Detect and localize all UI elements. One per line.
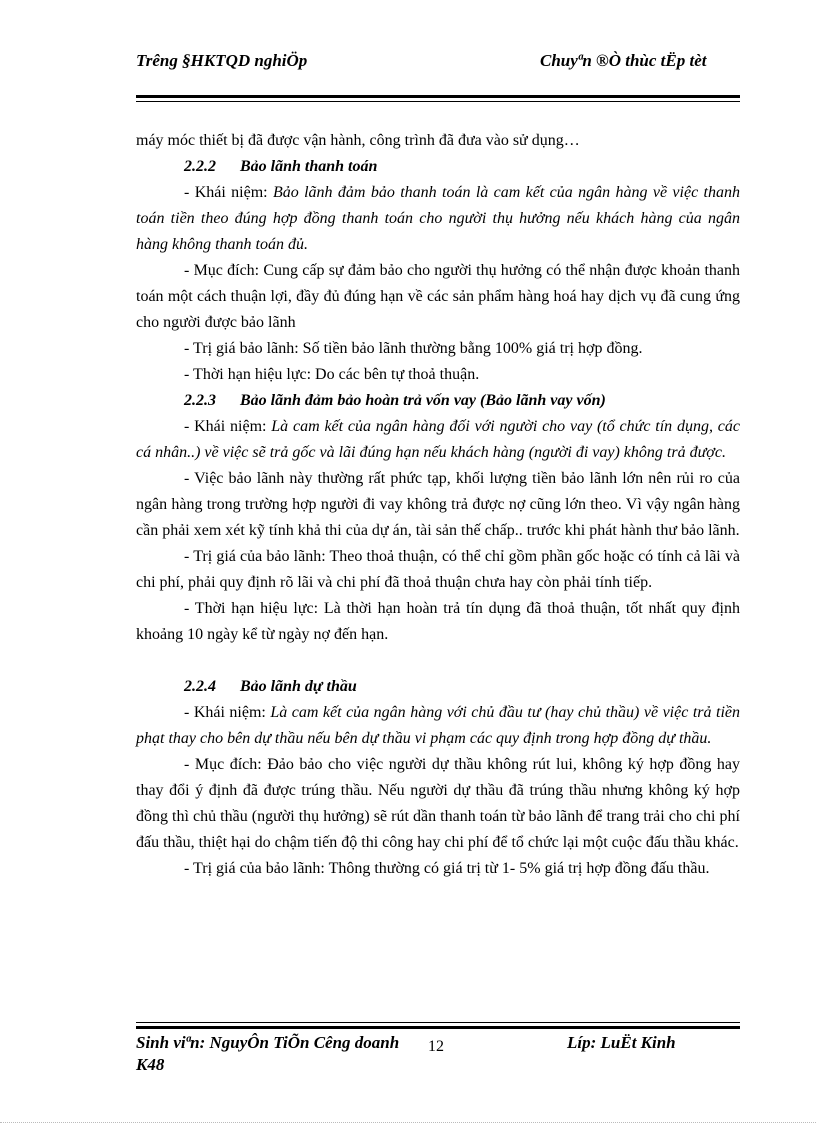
spacer — [136, 648, 740, 674]
paragraph — [136, 700, 740, 752]
section-heading-2-2-4 — [136, 674, 740, 700]
paragraph: máy móc thiết bị đã được vận hành, công trình đã đưa vào sử dụng… — [136, 132, 580, 149]
paragraph-label: - Khái niệm: — [184, 704, 271, 721]
header-left: Trêng §HKTQD nghiÖp — [136, 51, 308, 70]
paragraph: - Trị giá bảo lãnh: Số tiền bảo lãnh thường bằng 100% giá trị hợp đồng. — [184, 340, 643, 357]
paragraph: - Mục đích: Đảo bảo cho việc người dự thầu không rút lui, không ký hợp đồng hay thay đổi ý định đã được trúng thầu. Nếu người dự thầu đã trúng thầu nhưng không ký hợp đồng thì chủ thầu (người thụ hưởng) sẽ rút dần thanh toán từ bảo lãnh để trang trải cho chi phí đấu thầu, thiệt hại do chậm tiến độ thi công hay chi phí để tổ chức lại một cuộc đấu thầu khác. — [136, 756, 740, 851]
paragraph: - Trị giá của bảo lãnh: Theo thoả thuận, có thể chỉ gồm phần gốc hoặc có tính cả lãi và chi phí, phải quy định rõ lãi và chi phí đã thoả thuận chưa hay còn phải tính tiếp. — [136, 548, 740, 591]
definition-text: Là cam kết của ngân hàng đối với người cho vay (tổ chức tín dụng, các cá nhân..) về việc sẽ trả gốc và lãi đúng hạn nếu khách hàng (người đi vay) không trả được. — [136, 418, 740, 461]
document-body — [136, 128, 740, 882]
paragraph: - Trị giá của bảo lãnh: Thông thường có giá trị từ 1- 5% giá trị hợp đồng đấu thầu. — [184, 860, 710, 877]
header-right: Chuyªn ®Ò thùc tËp tèt — [540, 51, 707, 70]
page-number: 12 — [428, 1038, 444, 1055]
paragraph: - Thời hạn hiệu lực: Do các bên tự thoả thuận. — [184, 366, 480, 383]
header-rule-thick — [136, 95, 740, 98]
footer-rule-thick — [136, 1026, 740, 1029]
paragraph — [136, 180, 740, 258]
section-number: 2.2.2 — [184, 158, 216, 175]
footer-left: Sinh viªn: NguyÔn TiÕn Cêng doanh K48 — [136, 1033, 400, 1074]
section-title: Bảo lãnh dự thầu — [240, 678, 357, 695]
header-rule-thin — [136, 101, 740, 102]
section-heading-2-2-3 — [136, 388, 740, 414]
footer-right: Líp: LuËt Kinh — [567, 1033, 676, 1052]
section-title: Bảo lãnh thanh toán — [240, 158, 378, 175]
section-number: 2.2.3 — [184, 392, 216, 409]
paragraph: - Mục đích: Cung cấp sự đảm bảo cho người thụ hưởng có thể nhận được khoản thanh toán một cách thuận lợi, đầy đủ đúng hạn về các sản phẩm hàng hoá hay dịch vụ đã cung ứng cho người được bảo lãnh — [136, 262, 740, 331]
section-number: 2.2.4 — [184, 678, 216, 695]
paragraph: - Việc bảo lãnh này thường rất phức tạp, khối lượng tiền bảo lãnh lớn nên rủi ro của ngân hàng trong trường hợp người đi vay không trả được nợ cũng lớn theo. Vì vậy ngân hàng cần phải xem xét kỹ tính khả thi của dự án, tài sản thế chấp.. trước khi phát hành thư bảo lãnh. — [136, 470, 740, 539]
section-heading-2-2-2 — [136, 154, 740, 180]
paragraph-label: - Khái niệm: — [184, 418, 272, 435]
paragraph — [136, 414, 740, 466]
paragraph-label: - Khái niệm: — [184, 184, 273, 201]
definition-text: Là cam kết của ngân hàng với chủ đầu tư (hay chủ thầu) về việc trả tiền phạt thay cho bên dự thầu nếu bên dự thầu vi phạm các quy định trong hợp đồng dự thầu. — [136, 704, 740, 747]
section-title: Bảo lãnh đảm bảo hoàn trả vốn vay (Bảo lãnh vay vốn) — [240, 392, 606, 409]
paragraph: - Thời hạn hiệu lực: Là thời hạn hoàn trả tín dụng đã thoả thuận, tốt nhất quy định khoảng 10 ngày kể từ ngày nợ đến hạn. — [136, 600, 740, 643]
footer-rule-thin — [136, 1022, 740, 1023]
definition-text: Bảo lãnh đảm bảo thanh toán là cam kết của ngân hàng về việc thanh toán tiền theo đúng hợp đồng thanh toán cho người thụ hưởng nếu khách hàng của ngân hàng không thanh toán đủ. — [136, 184, 740, 253]
